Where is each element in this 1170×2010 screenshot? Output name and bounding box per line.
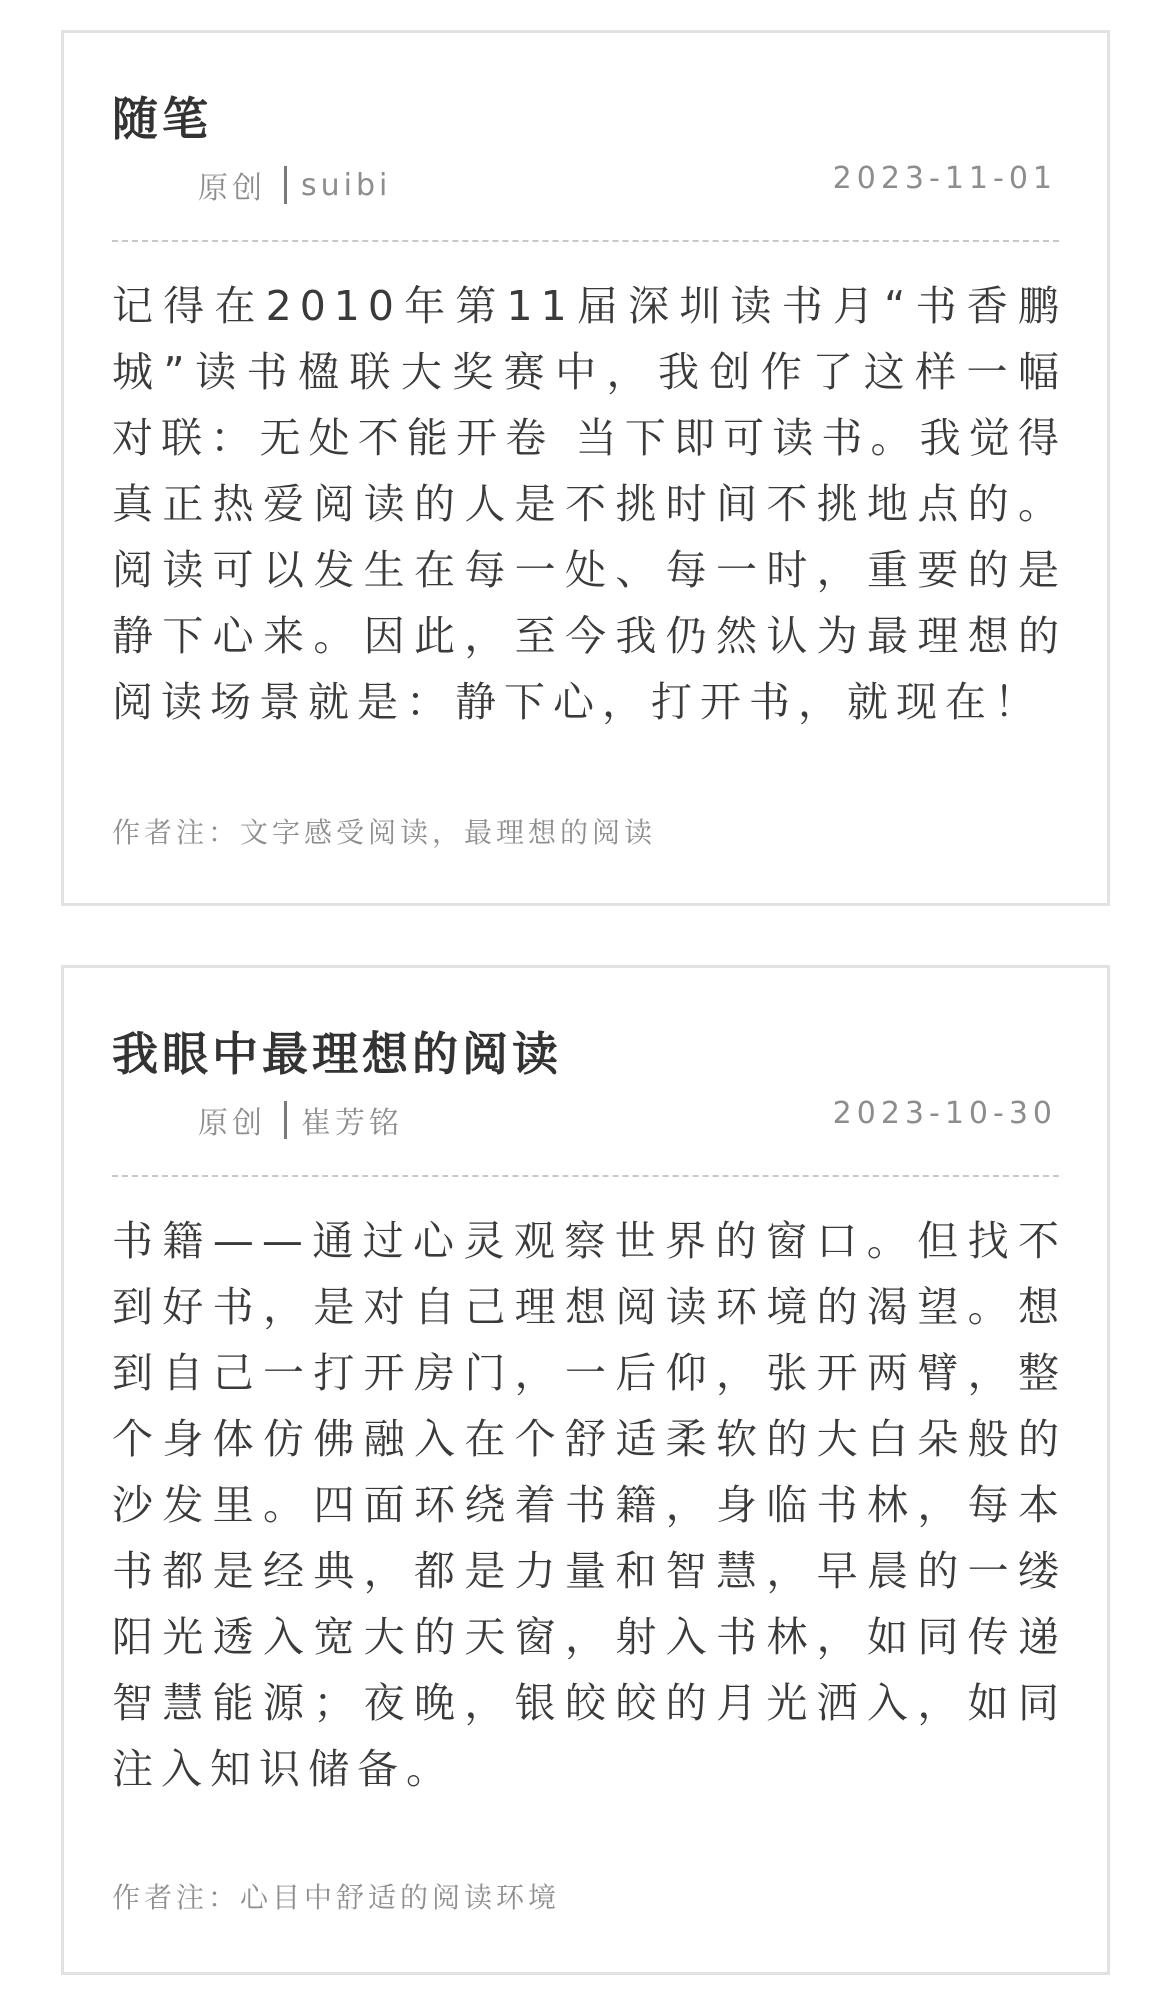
- original-label: 原创: [198, 1106, 266, 1141]
- meta-separator: [284, 1101, 287, 1139]
- article-date: 2023-10-30: [832, 1096, 1057, 1131]
- article-meta: [198, 1098, 403, 1142]
- author-note: 作者注：心目中舒适的阅读环境: [112, 1881, 561, 1914]
- dashed-divider: [112, 240, 1059, 242]
- author-note: 作者注：文字感受阅读，最理想的阅读: [112, 816, 657, 849]
- article-meta: [198, 163, 391, 207]
- article-card[interactable]: [61, 965, 1110, 1975]
- article-date: 2023-11-01: [832, 161, 1057, 196]
- article-body: 书籍——通过心灵观察世界的窗口。但找不到好书，是对自己理想阅读环境的渴望。想到自己一打开房门，一后仰，张开两臂，整个身体仿佛融入在个舒适柔软的大白朵般的沙发里。四面环绕着书籍，身临书林，每本书都是经典，都是力量和智慧，早晨的一缕阳光透入宽大的天窗，射入书林，如同传递智慧能源；夜晚，银皎皎的月光洒入，如同注入知识储备。: [112, 1217, 1067, 1793]
- author-name[interactable]: 崔芳铭: [301, 1106, 403, 1141]
- article-card[interactable]: [61, 30, 1110, 906]
- original-label: 原创: [198, 171, 266, 206]
- article-title[interactable]: 随笔: [112, 92, 212, 146]
- article-title[interactable]: 我眼中最理想的阅读: [112, 1027, 562, 1081]
- dashed-divider: [112, 1175, 1059, 1177]
- article-body: 记得在2010年第11届深圳读书月“书香鹏城”读书楹联大奖赛中，我创作了这样一幅对联：无处不能开卷 当下即可读书。我觉得真正热爱阅读的人是不挑时间不挑地点的。阅读可以发生在每一处、每一时，重要的是静下心来。因此，至今我仍然认为最理想的阅读场景就是：静下心，打开书，就现在！: [112, 282, 1067, 726]
- meta-separator: [284, 166, 287, 204]
- author-name[interactable]: suibi: [301, 167, 392, 203]
